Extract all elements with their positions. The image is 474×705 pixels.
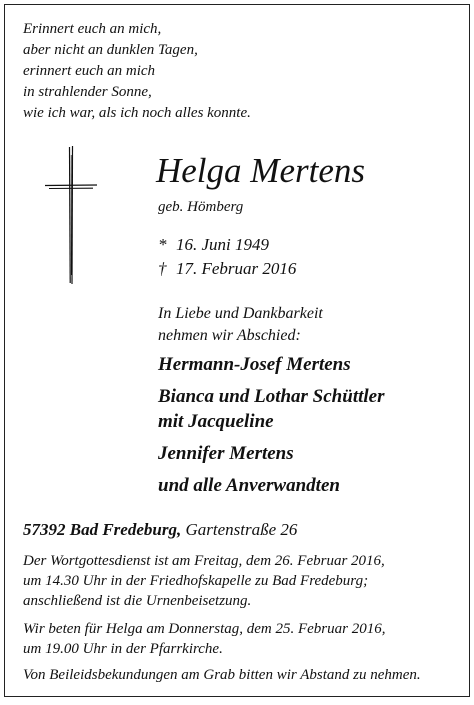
deceased-name: Helga Mertens <box>156 151 365 190</box>
service-info <box>23 551 385 611</box>
mourners-list <box>158 352 384 498</box>
poem-line: aber nicht an dunklen Tagen, <box>23 42 198 58</box>
birth-date: 16. Juni 1949 <box>176 235 270 254</box>
farewell-intro <box>158 303 323 347</box>
poem-line: Erinnert euch an mich, <box>23 21 162 37</box>
address-city: 57392 Bad Fredeburg, <box>23 520 182 539</box>
mourner-name: Jennifer Mertens <box>158 443 294 464</box>
address-street: Gartenstraße 26 <box>185 520 298 539</box>
service-line: anschließend ist die Urnenbeisetzung. <box>23 593 252 609</box>
prayer-line: Wir beten für Helga am Donnerstag, dem 25. Februar 2016, <box>23 621 386 637</box>
mourner-name: Hermann-Josef Mertens <box>158 354 351 375</box>
death-symbol: † <box>158 259 167 278</box>
poem-line: erinnert euch an mich <box>23 63 156 79</box>
note-line: Von Beileidsbekundungen am Grab bitten wir Abstand zu nehmen. <box>23 667 421 683</box>
mourner-name: Bianca und Lothar Schüttler <box>158 386 385 407</box>
poem-line: wie ich war, als ich noch alles konnte. <box>23 105 251 121</box>
intro-line: nehmen wir Abschied: <box>158 327 301 344</box>
mourner-name: und alle Anverwandten <box>158 475 340 496</box>
poem <box>23 19 251 124</box>
birth-name: geb. Hömberg <box>158 199 244 215</box>
birth-symbol: * <box>158 235 167 254</box>
service-line: Der Wortgottesdienst ist am Freitag, dem 26. Februar 2016, <box>23 553 385 569</box>
obituary-notice <box>4 4 470 697</box>
family-address <box>23 519 297 541</box>
service-line: um 14.30 Uhr in der Friedhofskapelle zu Bad Fredeburg; <box>23 573 369 589</box>
death-date-row <box>158 257 296 281</box>
prayer-info <box>23 619 385 659</box>
life-dates <box>158 233 296 281</box>
mourner-name: mit Jacqueline <box>158 411 274 432</box>
prayer-line: um 19.00 Uhr in der Pfarrkirche. <box>23 641 223 657</box>
cross-icon <box>43 145 99 285</box>
birth-date-row <box>158 233 296 257</box>
death-date: 17. Februar 2016 <box>176 259 297 278</box>
intro-line: In Liebe und Dankbarkeit <box>158 305 323 322</box>
poem-line: in strahlender Sonne, <box>23 84 152 100</box>
condolence-note <box>23 665 421 685</box>
